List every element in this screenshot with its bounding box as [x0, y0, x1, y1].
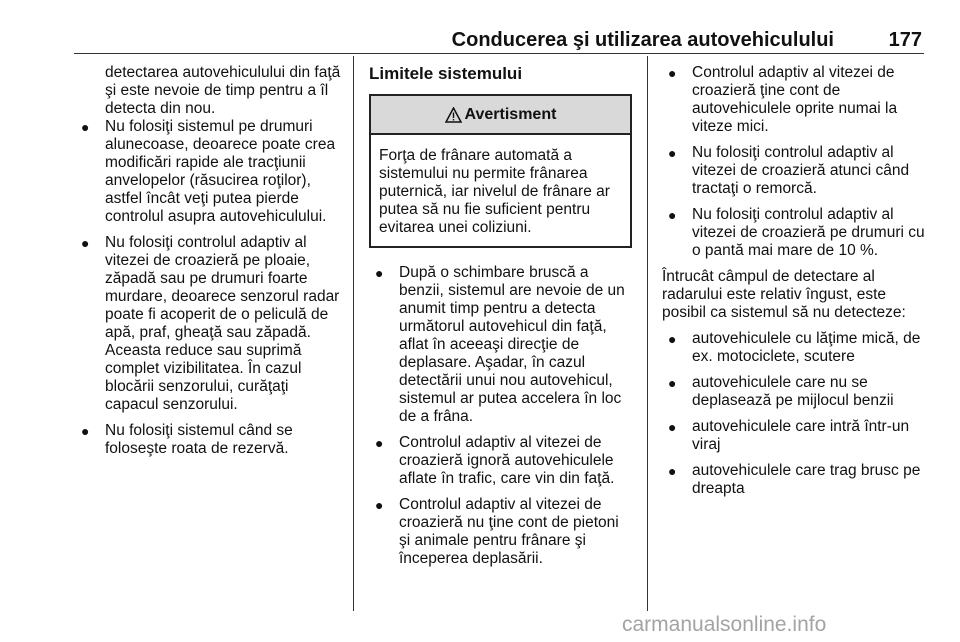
list-item: [369, 496, 632, 568]
list-item: [369, 434, 632, 488]
bullet-icon: ●: [81, 423, 90, 439]
list-item: [662, 374, 928, 410]
watermark: carmanualsonline.info: [622, 613, 827, 636]
bullet-icon: ●: [81, 235, 90, 251]
list-item-text: Controlul adaptiv al vitezei de croazieră ignoră autovehiculele aflate în trafic, care vin din faţă.: [399, 434, 615, 487]
list-item: [662, 418, 928, 454]
list-item-text: autovehiculele cu lăţime mică, de ex. motociclete, scutere: [692, 330, 921, 365]
warning-text: Forţa de frânare automată a sistemului nu permite frânarea puternică, iar nivelul de frânare ar putea să nu fie suficient pentru evitarea unei coliziuni.: [379, 147, 610, 236]
warning-box: [369, 94, 632, 248]
column-divider-2: [647, 56, 648, 611]
list-item: [369, 264, 632, 426]
warning-triangle-icon: [445, 107, 462, 123]
list-item: [662, 330, 928, 366]
list-item-text: autovehiculele care intră într-un viraj: [692, 418, 910, 453]
list-item-text: Nu folosiţi sistemul pe drumuri alunecoase, deoarece poate crea modificări rapide ale tracţiunii anvelopelor (răsucirea roţilor), astfel încât veţi putea pierde controlul asupra autovehiculului.: [105, 118, 336, 225]
page-header-title: Conducerea şi utilizarea autovehiculului: [451, 29, 834, 51]
bullet-icon: ●: [668, 331, 677, 347]
continuation-text: detectarea autovehiculului din faţă şi este nevoie de timp pentru a îl detecta din nou.: [105, 64, 341, 117]
bullet-icon: ●: [668, 145, 677, 161]
list-item-text: autovehiculele care trag brusc pe dreapta: [692, 462, 921, 497]
column-2: [369, 64, 632, 576]
bullet-icon: ●: [668, 207, 677, 223]
bullet-icon: ●: [668, 65, 677, 81]
list-item-text: După o schimbare bruscă a benzii, sistemul are nevoie de un anumit timp pentru a detecta următorul autovehicul din faţă, aflat în aceeaşi direcţie de deplasare. Aşadar, în cazul detectării unui nou autovehicul, sistemul ar putea accelera în loc de a frâna.: [399, 264, 625, 425]
list-item-text: autovehiculele care nu se deplasează pe mijlocul benzii: [692, 374, 894, 409]
list-item-text: Nu folosiţi sistemul când se foloseşte roata de rezervă.: [105, 422, 293, 457]
column-3: [662, 64, 928, 506]
list-item: [662, 462, 928, 498]
list-item-text: Controlul adaptiv al vitezei de croazieră ţine cont de autovehiculele oprite numai la viteze mici.: [692, 64, 898, 135]
header-divider: [74, 53, 924, 54]
list-item-text: Controlul adaptiv al vitezei de croazieră nu ţine cont de pietoni şi animale pentru frânare şi începerea deplasării.: [399, 496, 619, 567]
list-item: [662, 206, 928, 260]
bullet-icon: ●: [668, 375, 677, 391]
bullet-icon: ●: [668, 463, 677, 479]
list-item: [75, 422, 343, 458]
bullet-icon: ●: [375, 435, 384, 451]
bullet-icon: ●: [668, 419, 677, 435]
bullet-icon: ●: [81, 119, 90, 135]
column-1: [75, 64, 343, 466]
column-divider-1: [353, 56, 354, 611]
list-item-text: Nu folosiţi controlul adaptiv al vitezei de croazieră pe drumuri cu o pantă mai mare de 10 %.: [692, 206, 925, 259]
list-item: [75, 234, 343, 414]
bullet-icon: ●: [375, 497, 384, 513]
list-item: [662, 64, 928, 136]
warning-header: [371, 96, 630, 135]
page-number: 177: [888, 29, 922, 51]
paragraph: Întrucât câmpul de detectare al radarului este relativ îngust, este posibil ca sistemul să nu detecteze:: [662, 268, 906, 321]
list-item: [75, 118, 343, 226]
warning-title: Avertisment: [464, 105, 557, 123]
list-item-text: Nu folosiţi controlul adaptiv al vitezei de croazieră atunci când tractaţi o remorcă.: [692, 144, 910, 197]
bullet-icon: ●: [375, 265, 384, 281]
list-item-text: Nu folosiţi controlul adaptiv al vitezei de croazieră pe ploaie, zăpadă sau pe drumuri foarte murdare, deoarece senzorul radar poate fi acoperit de o peliculă de apă, praf, gheaţă sau zăpadă. Aceasta reduce sau suprimă complet vizibilitatea. În cazul blocării senzorului, curăţaţi capacul senzorului.: [105, 234, 340, 413]
section-heading: Limitele sistemului: [369, 64, 523, 83]
list-item: [662, 144, 928, 198]
